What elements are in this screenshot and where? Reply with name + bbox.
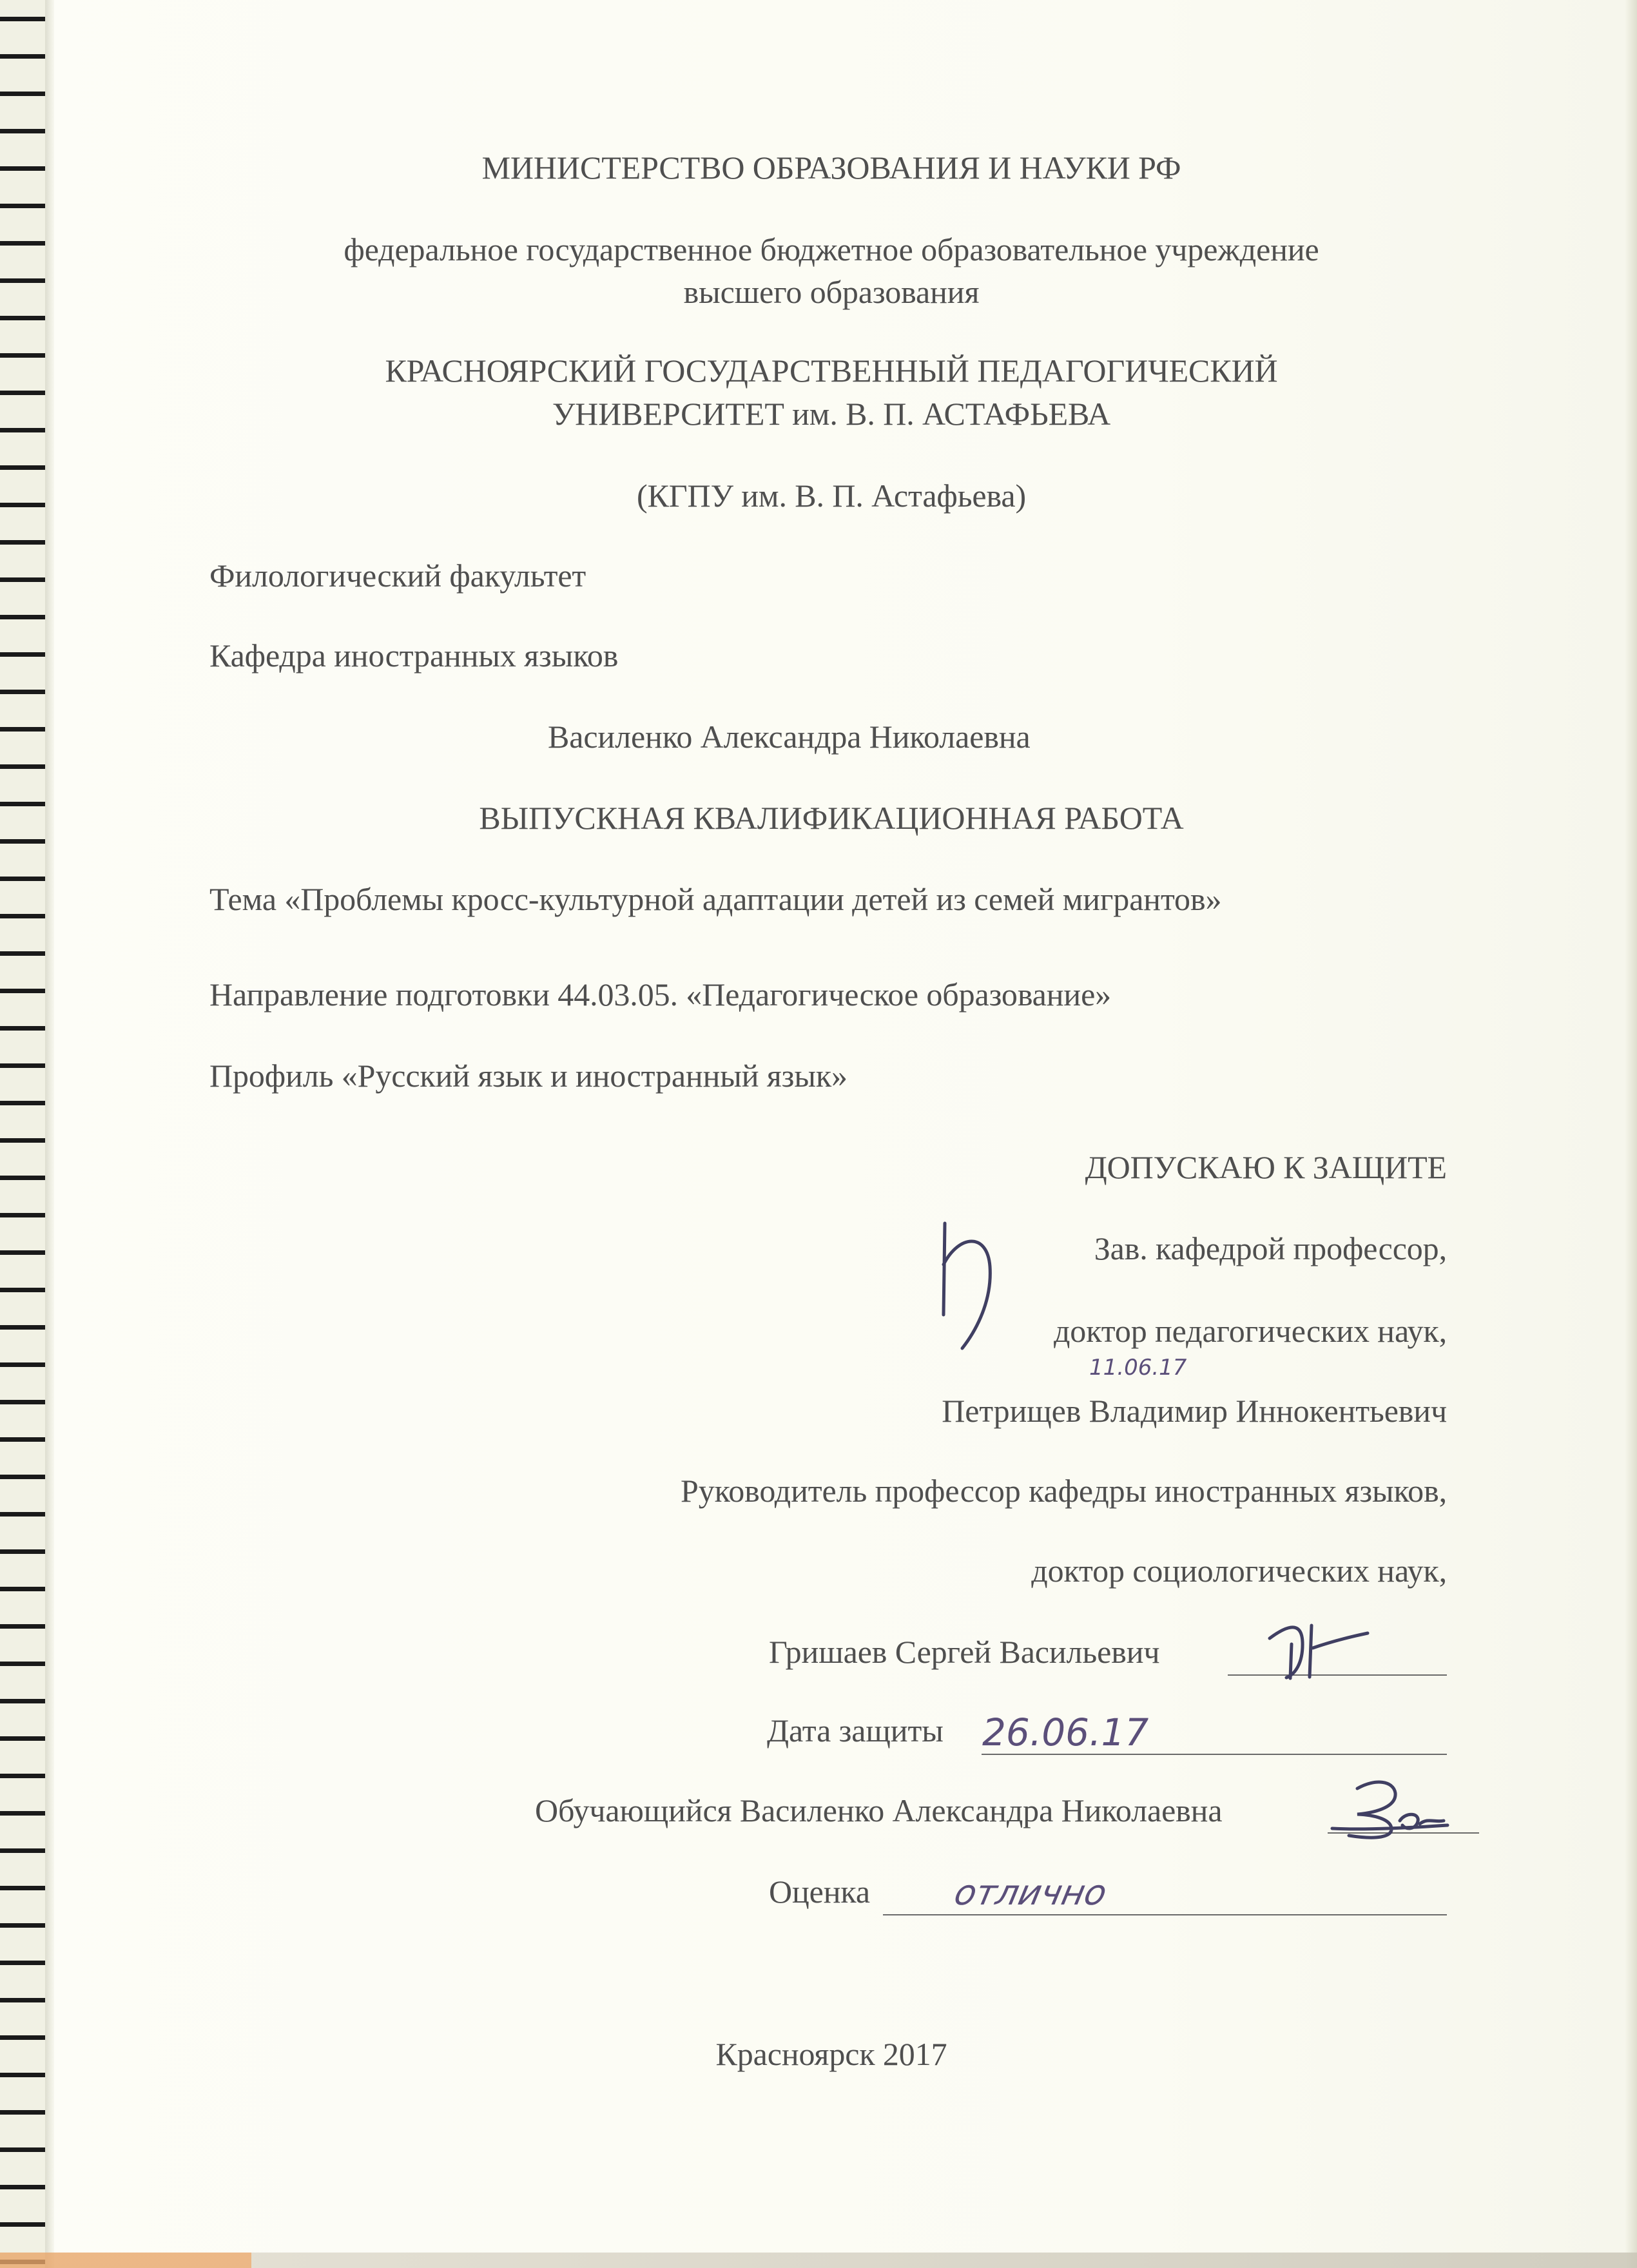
faculty-name: Филологический факультет (209, 557, 586, 594)
study-direction: Направление подготовки 44.03.05. «Педагогическое образование» (209, 976, 1112, 1013)
university-name-line2: УНИВЕРСИТЕТ им. В. П. АСТАФЬЕВА (552, 396, 1111, 432)
grade-line (883, 1914, 1447, 1915)
grade-label: Оценка (769, 1874, 870, 1910)
head-signature (935, 1218, 1005, 1353)
supervisor-line-3: Гришаев Сергей Васильевич (769, 1634, 1160, 1670)
author-name: Василенко Александра Николаевна (548, 719, 1031, 755)
university-abbreviation: (КГПУ им. В. П. Астафьева) (636, 478, 1027, 514)
study-profile: Профиль «Русский язык и иностранный язык» (209, 1058, 848, 1094)
admission-line-1: Зав. кафедрой профессор, (1094, 1230, 1447, 1266)
admission-heading: ДОПУСКАЮ К ЗАЩИТЕ (1085, 1149, 1447, 1185)
defense-date-label: Дата защиты (767, 1712, 944, 1749)
student-signature (1329, 1776, 1451, 1843)
admission-handwritten-date: 11.06.17 (1089, 1355, 1187, 1381)
grade-handwritten: отлично (951, 1872, 1111, 1913)
ministry-title: МИНИСТЕРСТВО ОБРАЗОВАНИЯ И НАУКИ РФ (481, 150, 1181, 186)
university-name-line1: КРАСНОЯРСКИЙ ГОСУДАРСТВЕННЫЙ ПЕДАГОГИЧЕСКИЙ (385, 353, 1278, 389)
admission-line-3: Петрищев Владимир Иннокентьевич (942, 1393, 1447, 1429)
student-label: Обучающийся Василенко Александра Николаевна (535, 1792, 1223, 1828)
supervisor-signature (1263, 1614, 1379, 1685)
defense-date-handwritten: 26.06.17 (982, 1711, 1149, 1754)
supervisor-line-1: Руководитель профессор кафедры иностранных языков, (681, 1473, 1447, 1509)
page-right-edge (1625, 0, 1637, 2268)
institution-type-line2: высшего образования (683, 274, 980, 310)
institution-type-line1: федеральное государственное бюджетное образовательное учреждение (344, 231, 1319, 267)
city-year-footer: Красноярск 2017 (715, 2036, 947, 2072)
spiral-binding (0, 0, 45, 2268)
bottom-scan-strip (0, 2253, 1637, 2268)
supervisor-line-2: доктор социологических наук, (1031, 1553, 1447, 1589)
thesis-topic: Тема «Проблемы кросс-культурной адаптации детей из семей мигрантов» (209, 881, 1222, 917)
department-name: Кафедра иностранных языков (209, 637, 619, 674)
binding-shadow (45, 0, 54, 2268)
work-type-title: ВЫПУСКНАЯ КВАЛИФИКАЦИОННАЯ РАБОТА (479, 800, 1184, 836)
admission-line-2: доктор педагогических наук, (1053, 1313, 1447, 1349)
